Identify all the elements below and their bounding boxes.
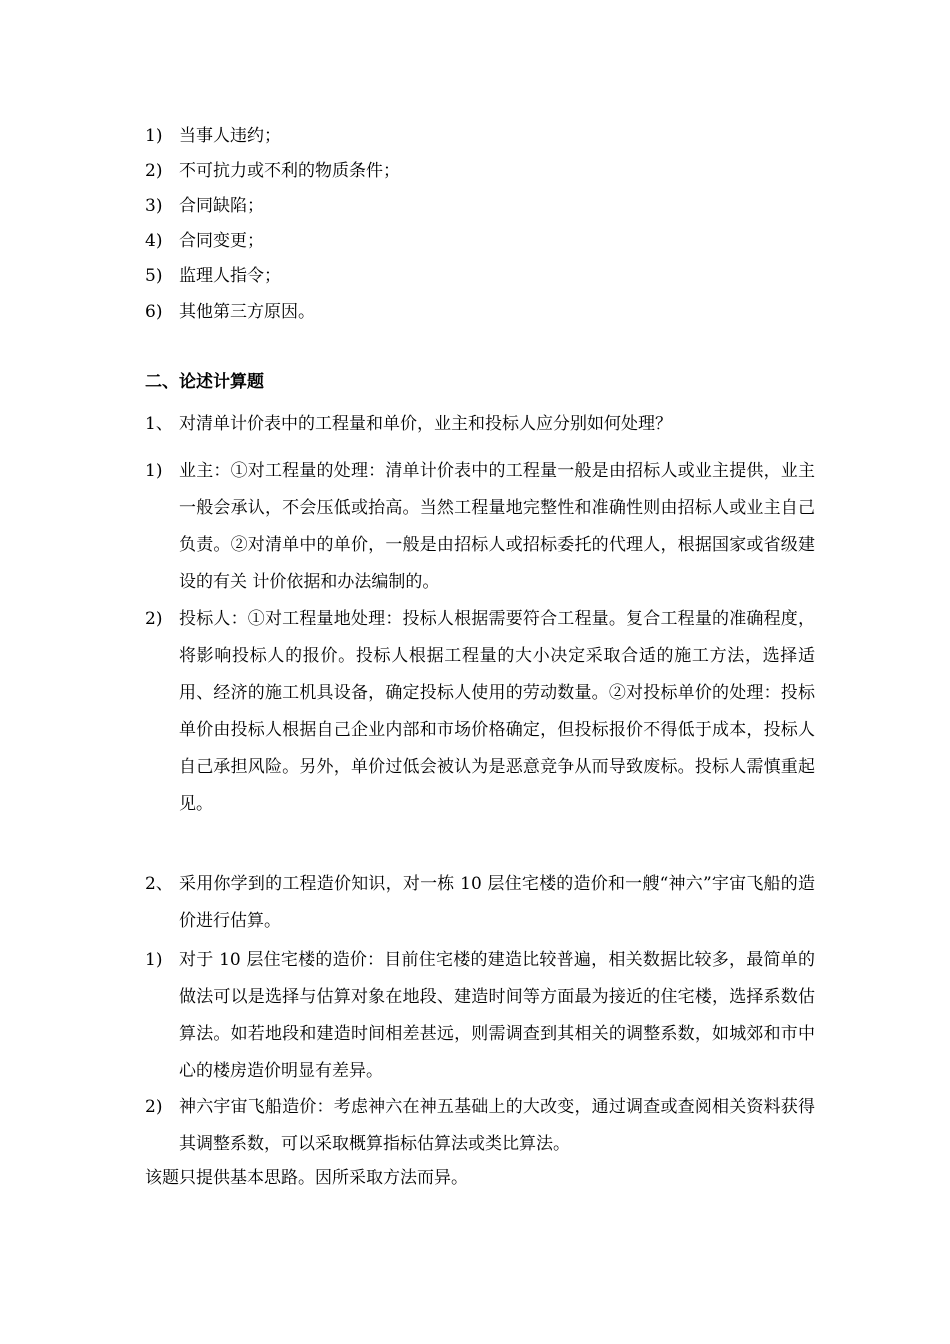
list-item: [145, 258, 815, 295]
list-number: 2): [145, 161, 163, 181]
list-text: 合同变更；: [179, 231, 264, 251]
question-text: 对清单计价表中的工程量和单价，业主和投标人应分别如何处理？: [179, 414, 672, 434]
answer-number: 2): [145, 609, 163, 629]
answer-item: [145, 942, 815, 1090]
answer-text: 神六宇宙飞船造价：考虑神六在神五基础上的大改变，通过调查或查阅相关资料获得其调整系数，可以采取概算指标估算法或类比算法。: [179, 1097, 815, 1154]
answer-number: 1): [145, 461, 163, 481]
list-text: 其他第三方原因。: [179, 302, 315, 322]
question-number: 1、: [145, 414, 173, 434]
list-number: 6): [145, 302, 163, 322]
question-number: 2、: [145, 874, 173, 894]
list-item: [145, 153, 815, 190]
question: [145, 406, 815, 443]
list-item: [145, 223, 815, 260]
answer-item: [145, 601, 815, 823]
answer-text: 投标人：①对工程量地处理：投标人根据需要符合工程量。复合工程量的准确程度，将影响投标人的报价。投标人根据工程量的大小决定采取合适的施工方法，选择适用、经济的施工机具设备，确定投标人使用的劳动数量。②对投标单价的处理：投标单价由投标人根据自己企业内部和市场价格确定，但投标报价不得低于成本，投标人自己承担风险。另外，单价过低会被认为是恶意竞争从而导致废标。投标人需慎重起见。: [179, 609, 815, 814]
list-text: 不可抗力或不利的物质条件；: [179, 161, 400, 181]
answer-number: 1): [145, 950, 163, 970]
answer-number: 2): [145, 1097, 163, 1117]
list-text: 合同缺陷；: [179, 196, 264, 216]
list-text: 监理人指令；: [179, 266, 281, 286]
list-text: 当事人违约；: [179, 126, 281, 146]
list-number: 5): [145, 266, 163, 286]
list-item: [145, 188, 815, 225]
list-item: [145, 118, 815, 155]
question-text: 采用你学到的工程造价知识，对一栋 10 层住宅楼的造价和一艘“神六”宇宙飞船的造价进行估算。: [179, 874, 815, 931]
answer-item: [145, 453, 815, 601]
section-title: 二、论述计算题: [145, 372, 264, 392]
question: [145, 866, 815, 940]
answer-item: [145, 1089, 815, 1163]
answer-text: 业主：①对工程量的处理：清单计价表中的工程量一般是由招标人或业主提供，业主一般会承认，不会压低或抬高。当然工程量地完整性和准确性则由招标人或业主自己负责。②对清单中的单价，一般是由招标人或招标委托的代理人，根据国家或省级建设的有关 计价依据和办法编制的。: [179, 461, 815, 592]
list-number: 3): [145, 196, 163, 216]
list-item: [145, 294, 815, 331]
closing-note: 该题只提供基本思路。因所采取方法而异。: [145, 1168, 468, 1188]
list-number: 1): [145, 126, 163, 146]
list-number: 4): [145, 231, 163, 251]
answer-text: 对于 10 层住宅楼的造价：目前住宅楼的建造比较普遍，相关数据比较多，最简单的做法可以是选择与估算对象在地段、建造时间等方面最为接近的住宅楼，选择系数估算法。如若地段和建造时间相差甚远，则需调查到其相关的调整系数，如城郊和市中心的楼房造价明显有差异。: [179, 950, 815, 1081]
